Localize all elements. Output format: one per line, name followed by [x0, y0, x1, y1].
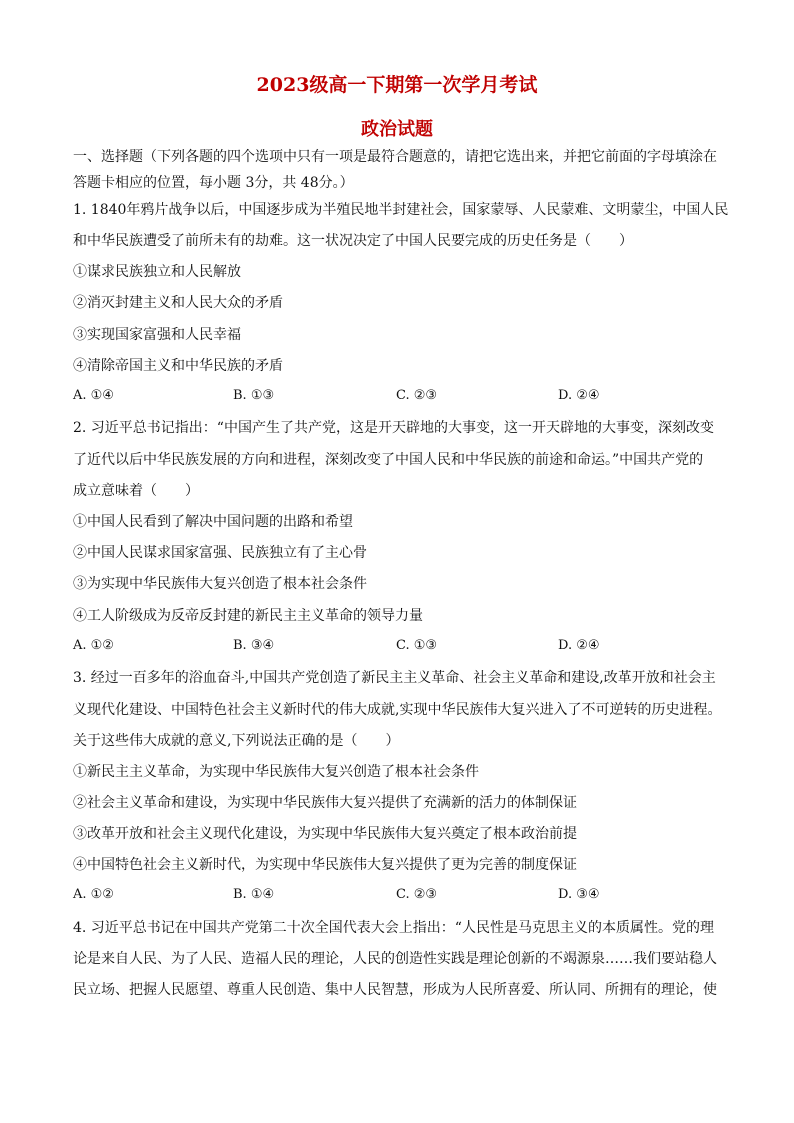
option-d: D. ②④ [558, 638, 600, 653]
option-b: B. ③④ [233, 638, 275, 653]
option-b: B. ①④ [233, 887, 275, 902]
question-3-item: ③改革开放和社会主义现代化建设，为实现中华民族伟大复兴奠定了根本政治前提 [73, 826, 577, 842]
option-c: C. ①③ [396, 638, 438, 653]
option-d: D. ③④ [558, 887, 600, 902]
question-3-stem-line: 关于这些伟大成就的意义,下列说法正确的是（ ） [73, 733, 400, 749]
question-3-options [73, 887, 733, 905]
question-2-stem-line: 成立意味着（ ） [73, 483, 199, 499]
question-2-item: ②中国人民谋求国家富强、民族独立有了主心骨 [73, 545, 367, 561]
option-a: A. ①② [73, 887, 114, 902]
question-3-stem-line: 3. 经过一百多年的浴血奋斗,中国共产党创造了新民主主义革命、社会主义革命和建设,改革开放和社会主 [73, 670, 716, 686]
question-3-stem-line: 义现代化建设、中国特色社会主义新时代的伟大成就,实现中华民族伟大复兴进入了不可逆转的历史进程。 [73, 702, 722, 718]
option-c: C. ②③ [396, 388, 438, 403]
question-1-stem-line: 1. 1840年鸦片战争以后，中国逐步成为半殖民地半封建社会，国家蒙辱、人民蒙难、文明蒙尘，中国人民 [73, 202, 729, 218]
question-3-item: ④中国特色社会主义新时代，为实现中华民族伟大复兴提供了更为完善的制度保证 [73, 857, 577, 873]
option-b: B. ①③ [233, 388, 275, 403]
question-1-item: ①谋求民族独立和人民解放 [73, 264, 241, 280]
exam-title: 2023级高一下期第一次学月考试 [256, 74, 538, 96]
option-a: A. ①② [73, 638, 114, 653]
question-2-options [73, 638, 733, 656]
question-1-item: ②消灭封建主义和人民大众的矛盾 [73, 295, 283, 311]
question-1-options [73, 388, 733, 406]
question-1-item: ④清除帝国主义和中华民族的矛盾 [73, 358, 283, 374]
section-instructions-line: 一、选择题（下列各题的四个选项中只有一项是最符合题意的，请把它选出来，并把它前面的字母填涂在 [73, 149, 717, 165]
question-2-stem-line: 2. 习近平总书记指出：“中国产生了共产党，这是开天辟地的大事变，这一开天辟地的大事变，深刻改变 [73, 420, 714, 436]
question-4-stem-line: 4. 习近平总书记在中国共产党第二十次全国代表大会上指出：“人民性是马克思主义的本质属性。党的理 [73, 920, 714, 936]
option-d: D. ②④ [558, 388, 600, 403]
section-instructions-line: 答题卡相应的位置，每小题 3分，共 48分。） [73, 175, 354, 191]
question-2-item: ④工人阶级成为反帝反封建的新民主主义革命的领导力量 [73, 608, 423, 624]
question-2-stem-line: 了近代以后中华民族发展的方向和进程，深刻改变了中国人民和中华民族的前途和命运。”中国共产党的 [73, 452, 704, 468]
question-3-item: ②社会主义革命和建设，为实现中华民族伟大复兴提供了充满新的活力的体制保证 [73, 795, 577, 811]
question-2-item: ①中国人民看到了解决中国问题的出路和希望 [73, 514, 353, 530]
option-c: C. ②③ [396, 887, 438, 902]
question-2-item: ③为实现中华民族伟大复兴创造了根本社会条件 [73, 576, 367, 592]
question-4-stem-line: 民立场、把握人民愿望、尊重人民创造、集中人民智慧，形成为人民所喜爱、所认同、所拥有的理论，使 [73, 982, 717, 998]
question-1-item: ③实现国家富强和人民幸福 [73, 327, 241, 343]
exam-subtitle: 政治试题 [361, 119, 433, 140]
question-3-item: ①新民主主义革命，为实现中华民族伟大复兴创造了根本社会条件 [73, 764, 479, 780]
question-4-stem-line: 论是来自人民、为了人民、造福人民的理论，人民的创造性实践是理论创新的不竭源泉……我们要站稳人 [73, 951, 717, 967]
question-1-stem-line: 和中华民族遭受了前所未有的劫难。这一状况决定了中国人民要完成的历史任务是（ ） [73, 233, 633, 249]
option-a: A. ①④ [73, 388, 114, 403]
